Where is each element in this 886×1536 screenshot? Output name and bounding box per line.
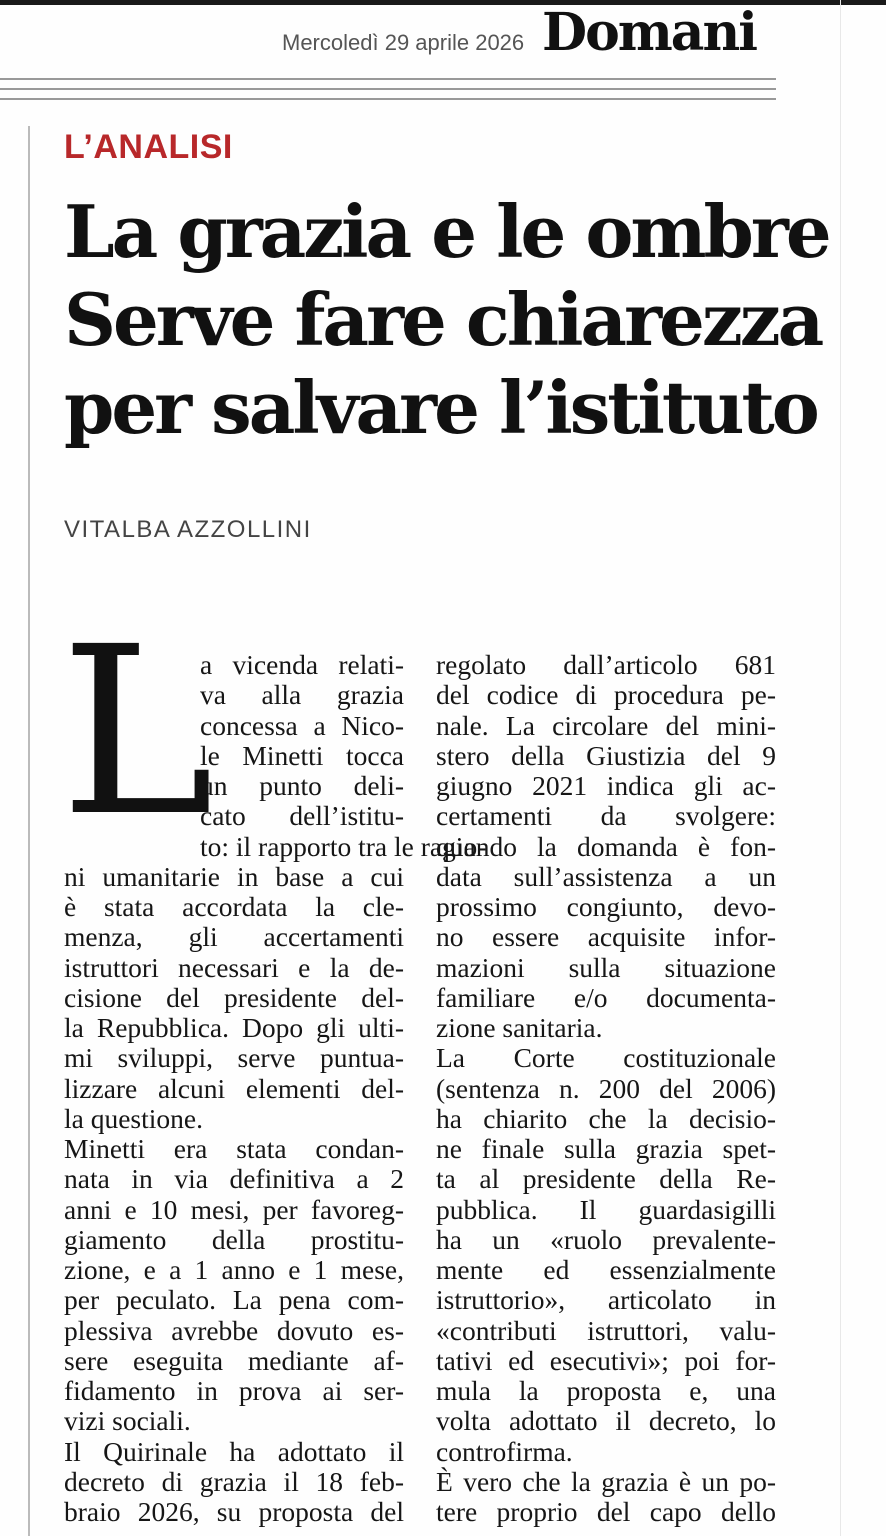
text-line: fidamento in prova ai ser- (64, 1375, 404, 1406)
text-line: (sentenza n. 200 del 2006) (436, 1072, 776, 1104)
text-line: familiare e/o documenta- (436, 981, 776, 1013)
text-line: prossimo congiunto, devo- (436, 891, 776, 922)
text-line: menza, gli accertamenti (64, 921, 404, 953)
drop-cap (60, 597, 215, 867)
text-line: a vicenda relati- (200, 649, 404, 680)
page-edge (840, 0, 841, 1536)
article-column-1 (60, 597, 487, 1527)
text-line: braio 2026, su proposta del (64, 1496, 404, 1527)
headline-line: per salvare l’istituto (64, 365, 817, 450)
text-line: del codice di procedura pe- (436, 679, 776, 711)
headline (64, 188, 829, 452)
text-line: volta adottato il decreto, lo (436, 1405, 776, 1437)
text-line: concessa a Nico- (200, 709, 404, 741)
text-line: plessiva avrebbe dovuto es- (64, 1314, 404, 1346)
text-line: nale. La circolare del mini- (436, 709, 776, 741)
text-line: pubblica. Il guardasigilli (436, 1193, 776, 1225)
header-rule (0, 78, 776, 80)
text-line: le Minetti tocca (200, 739, 404, 771)
text-line: ne finale sulla grazia spet- (436, 1133, 776, 1164)
text-line: ha un «ruolo prevalente- (436, 1223, 776, 1255)
text-line: mula la proposta e, una (436, 1375, 776, 1406)
text-line: certamenti da svolgere: (436, 800, 776, 832)
text-line: lizzare alcuni elementi del- (64, 1072, 404, 1104)
text-line: giugno 2021 indica gli ac- (436, 770, 776, 801)
text-line: tere proprio del capo dello (436, 1496, 776, 1527)
text-line: istruttorio», articolato in (436, 1284, 776, 1316)
text-line: la questione. (64, 1102, 203, 1134)
headline-line: Serve fare chiarezza (64, 277, 822, 362)
text-line: to: il rapporto tra le ragio- (200, 830, 487, 862)
text-line: va alla grazia (200, 679, 404, 711)
text-line: ni umanitarie in base a cui (64, 860, 404, 892)
text-line: data sull’assistenza a un (436, 860, 776, 892)
text-line: stero della Giustizia del 9 (436, 739, 776, 771)
text-line: mazioni sulla situazione (436, 951, 776, 983)
article-column-2 (436, 650, 776, 1527)
header-rule (0, 98, 776, 100)
text-line: tativi ed esecutivi»; poi for- (436, 1344, 776, 1376)
text-line: ha chiarito che la decisio- (436, 1102, 776, 1134)
header-rule (0, 88, 776, 90)
text-line: anni e 10 mesi, per favoreg- (64, 1193, 404, 1225)
text-line: cato dell’istitu- (200, 800, 404, 832)
text-line: istruttori necessari e la de- (64, 951, 404, 983)
text-line: un punto deli- (200, 770, 404, 801)
issue-date: Mercoledì 29 aprile 2026 (282, 30, 525, 55)
text-line: Minetti era stata condan- (64, 1133, 404, 1164)
text-line: regolato dall’articolo 681 (436, 649, 776, 680)
text-line: ta al presidente della Re- (436, 1163, 776, 1195)
text-line: per peculato. La pena com- (64, 1284, 404, 1316)
text-line: vizi sociali. (64, 1405, 191, 1437)
text-line: È vero che la grazia è un po- (436, 1465, 776, 1497)
author-byline: VITALBA AZZOLLINI (64, 516, 312, 543)
text-line: no essere acquisite infor- (436, 921, 776, 953)
page-gutter-line (28, 126, 30, 1536)
headline-line: La grazia e le ombre (64, 189, 829, 274)
text-line: è stata accordata la cle- (64, 891, 404, 922)
section-kicker: L’ANALISI (64, 128, 233, 166)
text-line: giamento della prostitu- (64, 1223, 404, 1255)
text-line: decreto di grazia il 18 feb- (64, 1465, 404, 1497)
text-line: «contributi istruttori, valu- (436, 1314, 776, 1346)
text-line: Il Quirinale ha adottato il (64, 1435, 404, 1467)
text-line: nata in via definitiva a 2 (64, 1163, 404, 1195)
text-line: mi sviluppi, serve puntua- (64, 1042, 404, 1074)
drop-cap-letter: L (60, 597, 215, 867)
text-line: zione, e a 1 anno e 1 mese, (64, 1254, 404, 1285)
newspaper-logo: Domani (542, 2, 757, 63)
text-line: zione sanitaria. (436, 1012, 603, 1043)
text-line: controfirma. (436, 1435, 573, 1467)
text-line: sere eseguita mediante af- (64, 1344, 404, 1376)
text-line: la Repubblica. Dopo gli ulti- (64, 1012, 404, 1043)
text-line: quando la domanda è fon- (436, 830, 776, 862)
text-line: cisione del presidente del- (64, 981, 404, 1013)
text-line: La Corte costituzionale (436, 1042, 776, 1074)
text-line: mente ed essenzialmente (436, 1254, 776, 1285)
